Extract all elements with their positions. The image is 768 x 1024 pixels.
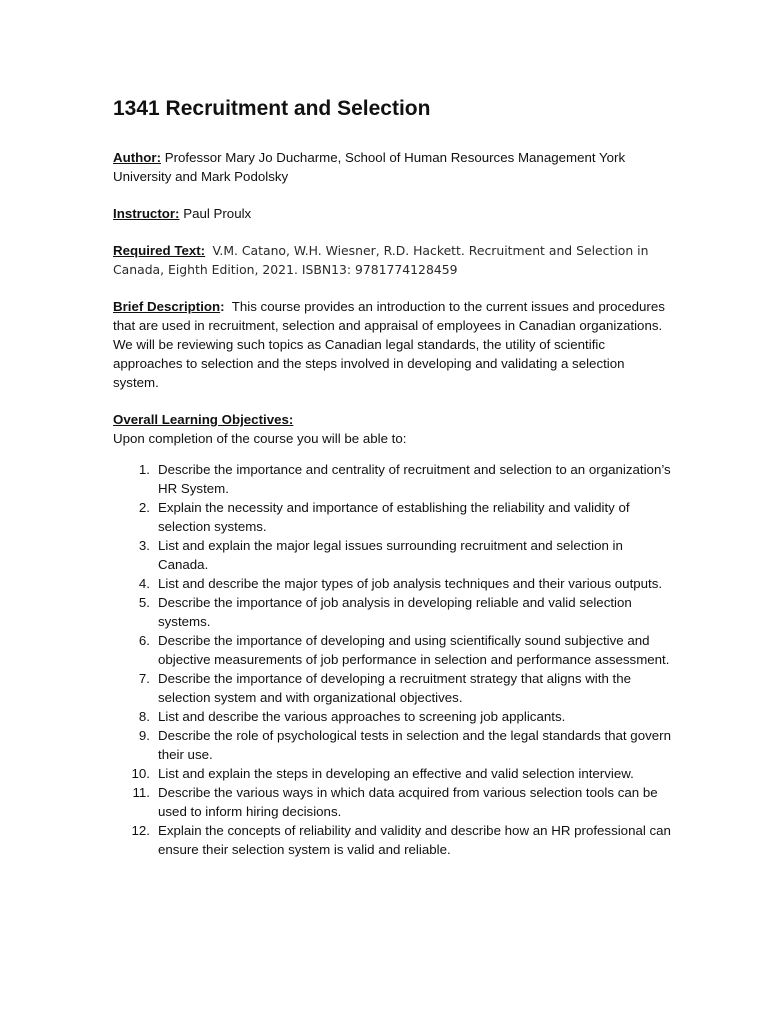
- objectives-heading: Overall Learning Objectives:: [113, 412, 294, 427]
- instructor-section: [113, 204, 673, 223]
- brief-description-label: Brief Description: [113, 299, 221, 314]
- list-item-number: 8.: [138, 709, 150, 724]
- list-item-text: List and explain the major legal issues surrounding recruitment and selection in Canada.: [158, 538, 623, 572]
- list-item-number: 9.: [138, 728, 150, 743]
- list-item: [113, 631, 673, 669]
- list-item-number: 3.: [138, 538, 150, 553]
- list-item-number: 7.: [138, 671, 150, 686]
- list-item-number: 12.: [131, 823, 150, 838]
- document-page: [113, 96, 673, 859]
- author-section: [113, 148, 673, 186]
- list-item-text: Describe the importance of developing a recruitment strategy that aligns with the selection system and with organizational objectives.: [158, 671, 632, 705]
- list-item-text: Describe the importance of job analysis in developing reliable and valid selection systems.: [158, 595, 632, 629]
- list-item-number: 2.: [138, 500, 150, 515]
- list-item-text: Describe the role of psychological tests in selection and the legal standards that govern their use.: [158, 728, 671, 762]
- list-item-number: 1.: [138, 462, 150, 477]
- brief-description-text: This course provides an introduction to the current issues and procedures that are used in recruitment, selection and appraisal of employees in Canadian organizations. We will be reviewing such topics as Canadian legal standards, the utility of scientific approaches to selection and the steps involved in developing and validating a selection system.: [113, 299, 665, 390]
- list-item-text: List and describe the various approaches to screening job applicants.: [158, 709, 566, 724]
- list-item: [113, 821, 673, 859]
- list-item-number: 10.: [131, 766, 150, 781]
- list-item: [113, 726, 673, 764]
- list-item-text: List and explain the steps in developing an effective and valid selection interview.: [158, 766, 634, 781]
- list-item-text: Explain the concepts of reliability and validity and describe how an HR professional can ensure their selection system is valid and reliable.: [158, 823, 671, 857]
- author-text: Professor Mary Jo Ducharme, School of Human Resources Management York University and Mark Podolsky: [113, 150, 626, 184]
- instructor-label: Instructor:: [113, 206, 180, 221]
- required-text-section: [113, 241, 673, 279]
- list-item-text: Explain the necessity and importance of establishing the reliability and validity of selection systems.: [158, 500, 630, 534]
- list-item: [113, 669, 673, 707]
- list-item: [113, 460, 673, 498]
- list-item-text: List and describe the major types of job analysis techniques and their various outputs.: [158, 576, 663, 591]
- list-item-number: 4.: [138, 576, 150, 591]
- required-text-body: V.M. Catano, W.H. Wiesner, R.D. Hackett. Recruitment and Selection in Canada, Eighth Edition, 2021. ISBN13: 9781774128459: [113, 243, 649, 277]
- brief-description-section: [113, 297, 673, 392]
- list-item-text: Describe the importance and centrality of recruitment and selection to an organization’s HR System.: [158, 462, 671, 496]
- list-item-number: 11.: [132, 785, 150, 800]
- objectives-intro: Upon completion of the course you will be able to:: [113, 431, 407, 446]
- list-item: [113, 783, 673, 821]
- list-item-text: Describe the importance of developing and using scientifically sound subjective and objective measurements of job performance in selection and performance assessment.: [158, 633, 670, 667]
- list-item: [113, 536, 673, 574]
- author-label: Author:: [113, 150, 161, 165]
- list-item: [113, 593, 673, 631]
- instructor-text: Paul Proulx: [183, 206, 252, 221]
- page-title: 1341 Recruitment and Selection: [113, 97, 431, 120]
- list-item: [113, 707, 673, 726]
- list-item-number: 5.: [138, 595, 150, 610]
- required-text-label: Required Text:: [113, 243, 206, 258]
- objectives-section: [113, 410, 673, 859]
- list-item: [113, 574, 673, 593]
- list-item: [113, 764, 673, 783]
- list-item-number: 6.: [138, 633, 150, 648]
- list-item-text: Describe the various ways in which data acquired from various selection tools can be used to inform hiring decisions.: [158, 785, 658, 819]
- list-item: [113, 498, 673, 536]
- brief-description-colon: :: [220, 299, 225, 314]
- objectives-list: [113, 460, 673, 859]
